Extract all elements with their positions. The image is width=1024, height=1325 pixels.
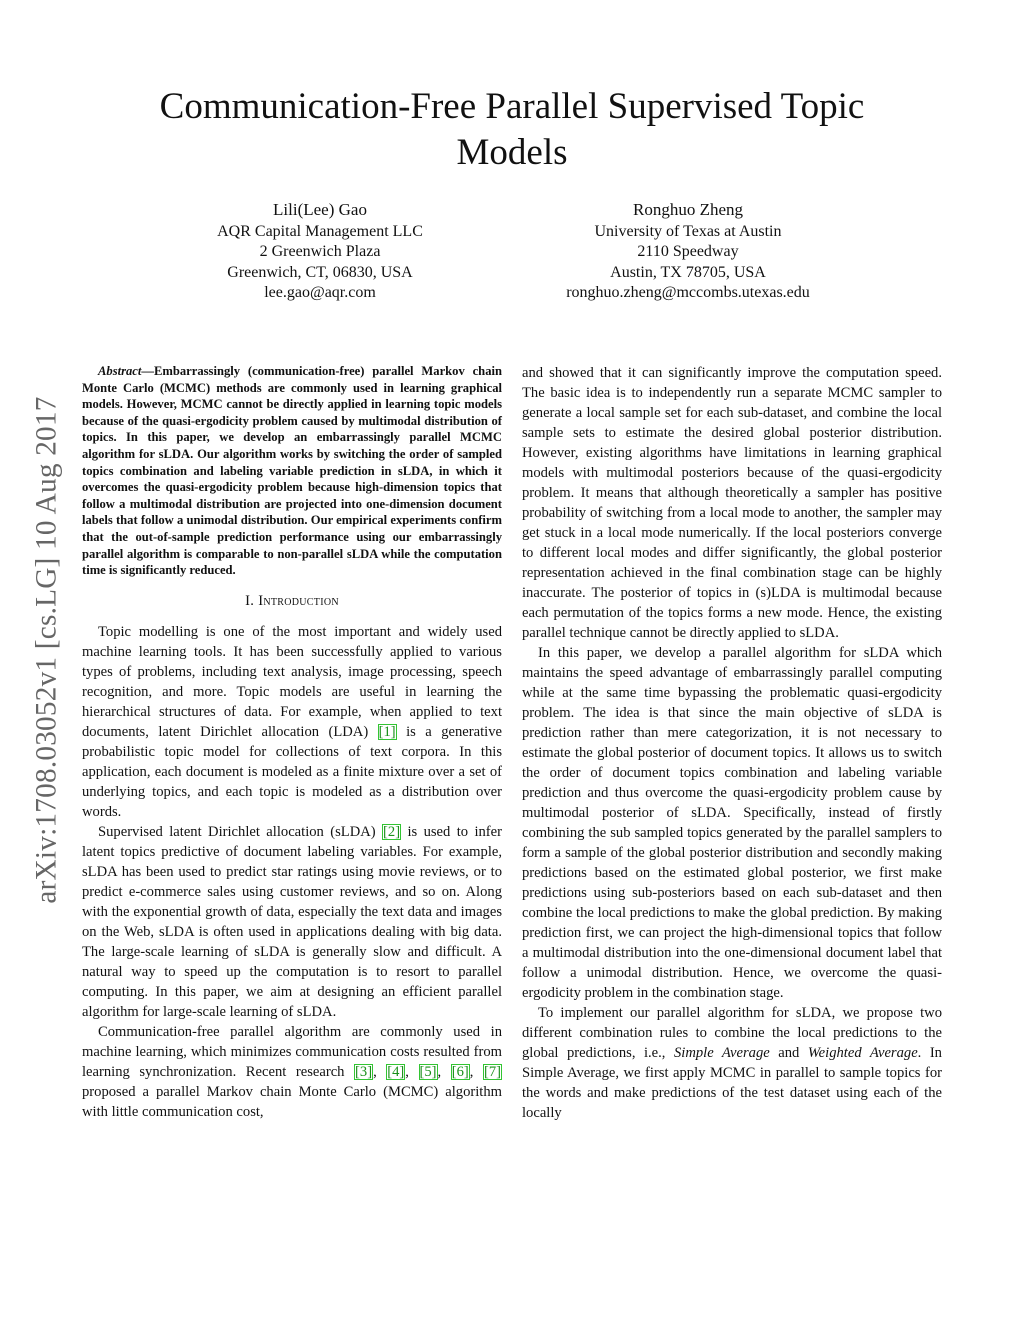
emphasis-simple-average: Simple Average [673,1045,770,1061]
author-address-line: 2 Greenwich Plaza [259,243,381,261]
citation-link[interactable]: [5] [419,1063,437,1080]
paragraph-text: . In Simple Average, we first apply MCMC in parallel to sample topics for the words and make predictions of the test dataset using each of the locally [522,1045,942,1121]
intro-paragraph [82,622,502,822]
arxiv-identifier: arXiv:1708.03052v1 [cs.LG] 10 Aug 2017 [30,396,63,904]
author-block-zheng [538,200,838,304]
author-email: lee.gao@aqr.com [264,284,376,302]
paragraph-text: proposed a parallel Markov chain Monte Carlo (MCMC) algorithm with little communication cost, [82,1083,502,1120]
separator: , [405,1063,419,1080]
section-heading-introduction [82,592,502,610]
emphasis-weighted-average: Weighted Average [807,1045,918,1061]
paragraph-text: is used to infer latent topics predictive of document labeling variables. For example, sLDA has been used to predict star ratings using movie reviews, or to predict e-commerce sales using customer reviews, and so on. Along with the exponential growth of data, especially the text data and images on the Web, sLDA is often used in applications dealing with big data. The large-scale learning of sLDA is generally slow and difficult. A natural way to speed up the computation is to resort to parallel computing. In this paper, we aim at designing an efficient parallel algorithm for large-scale learning of sLDA. [82,823,503,1020]
intro-paragraph [82,1022,502,1122]
paragraph-text: Supervised latent Dirichlet allocation (sLDA) [98,823,383,840]
author-affiliation: AQR Capital Management LLC [217,222,423,240]
separator: , [469,1063,483,1080]
author-address-line: Greenwich, CT, 06830, USA [227,263,413,281]
section-number: I. [245,592,255,609]
citation-link[interactable]: [3] [355,1063,373,1080]
section-title: Introduction [258,592,339,609]
paragraph-text: Communication-free parallel algorithm are commonly used in machine learning, which minimizes communication costs resulted from learning synchronization. Recent research [82,1023,502,1080]
arxiv-sidebar [22,350,72,950]
right-column [522,363,942,1123]
citation-link[interactable]: [2] [383,823,401,840]
citation-link[interactable]: [6] [451,1063,469,1080]
author-email: ronghuo.zheng@mccombs.utexas.edu [566,284,810,302]
intro-paragraph: In this paper, we develop a parallel algorithm for sLDA which maintains the speed advantage of embarrassingly parallel computing while at the same time bypassing the problematic quasi-ergodicity problem. The idea is that since the main objective of sLDA is prediction rather than mere categorization, it is not necessary to estimate the global posterior of document topics. It allows us to switch the order of document topics combination and labeling variable prediction and thus overcome the quasi-ergodicity problem cause by multimodal posterior of sLDA. Specifically, instead of firstly combining the sub sampled topics generated by the parallel samplers to form a sample of the global posterior distribution and secondly making predictions based on the estimated global posterior, we first make predictions using sub-posteriors based on each sub-dataset and then combine the local predictions to make the global prediction. By making prediction first, we can project the high-dimensional topics that follow a multimodal distribution into the one-dimensional document label that follow a unimodal distribution. Hence, we overcome the quasi-ergodicity problem in the combination stage. [522,645,942,1001]
citation-link[interactable]: [1] [378,723,396,740]
abstract-dash: — [141,364,154,378]
paper-title: Communication-Free Parallel Supervised Topic Models [159,86,865,173]
author-block-gao [170,200,470,304]
abstract-label: Abstract [98,364,142,378]
citation-link[interactable]: [7] [483,1063,501,1080]
paragraph-text: Topic modelling is one of the most important and widely used machine learning tools. It has been successfully applied to various types of problems, including text analysis, image processing, speech recognition, and more. Topic models are useful in learning the hierarchical structures of data. For example, when applied to text documents, latent Dirichlet allocation (LDA) [82,623,502,740]
abstract-text: Embarrassingly (communication-free) parallel Markov chain Monte Carlo (MCMC) methods are commonly used in learning graphical models. However, MCMC cannot be directly applied in learning topic models because of the quasi-ergodicity problem caused by multimodal distribution of topics. In this paper, we develop an embarrassingly parallel MCMC algorithm for sLDA. Our algorithm works by switching the order of sampled topics combination and labeling variable prediction in sLDA, in which it overcomes the quasi-ergodicity problem because high-dimension topics that follow a multimodal distribution are projected into one-dimension document labels that follow a unimodal distribution. Our empirical experiments confirm that the out-of-sample prediction performance using our embarrassingly parallel algorithm is comparable to non-parallel sLDA while the computation time is significantly reduced. [82,364,502,578]
separator: , [437,1063,451,1080]
citation-link[interactable]: [4] [387,1063,405,1080]
intro-paragraph [82,822,502,1022]
paragraph-text: and [769,1045,808,1061]
paragraph-text: To implement our parallel algorithm for sLDA, we propose two different combination rules to combine the local predictions to the global predictions, i.e., [522,1005,942,1061]
separator: , [373,1063,387,1080]
author-name: Lili(Lee) Gao [273,200,367,219]
author-address-line: 2110 Speedway [637,243,739,261]
intro-paragraph [522,1003,942,1123]
paragraph-text: is a generative probabilistic topic model for collections of text corpora. In this application, each document is modeled as a finite mixture over a set of underlying topics, and each topic is modeled as a distribution over words. [82,723,502,820]
author-address-line: Austin, TX 78705, USA [610,263,766,281]
abstract [82,363,502,579]
author-name: Ronghuo Zheng [632,200,744,219]
left-column [82,363,502,1122]
intro-paragraph-continued: and showed that it can significantly improve the computation speed. The basic idea is to independently run a separate MCMC sampler to generate a local sample set for each sub-dataset, and combine the local sample sets to estimate the desired global posterior distribution. However, existing algorithms have limitations in learning graphical models with multimodal posteriors because of the quasi-ergodicity problem. It means that although theoretically a sampler has positive probability of switching from a local mode to another, the sampler may get stuck in a local mode numerically. If the local posteriors converge to different local modes and differ significantly, the global posterior representation achieved in the final combination stage can be highly inaccurate. The posterior of topics in (s)LDA is multimodal because each permutation of the topics forms a new mode. Hence, the existing parallel technique cannot be directly applied to sLDA. [522,365,942,641]
author-affiliation: University of Texas at Austin [594,222,782,240]
